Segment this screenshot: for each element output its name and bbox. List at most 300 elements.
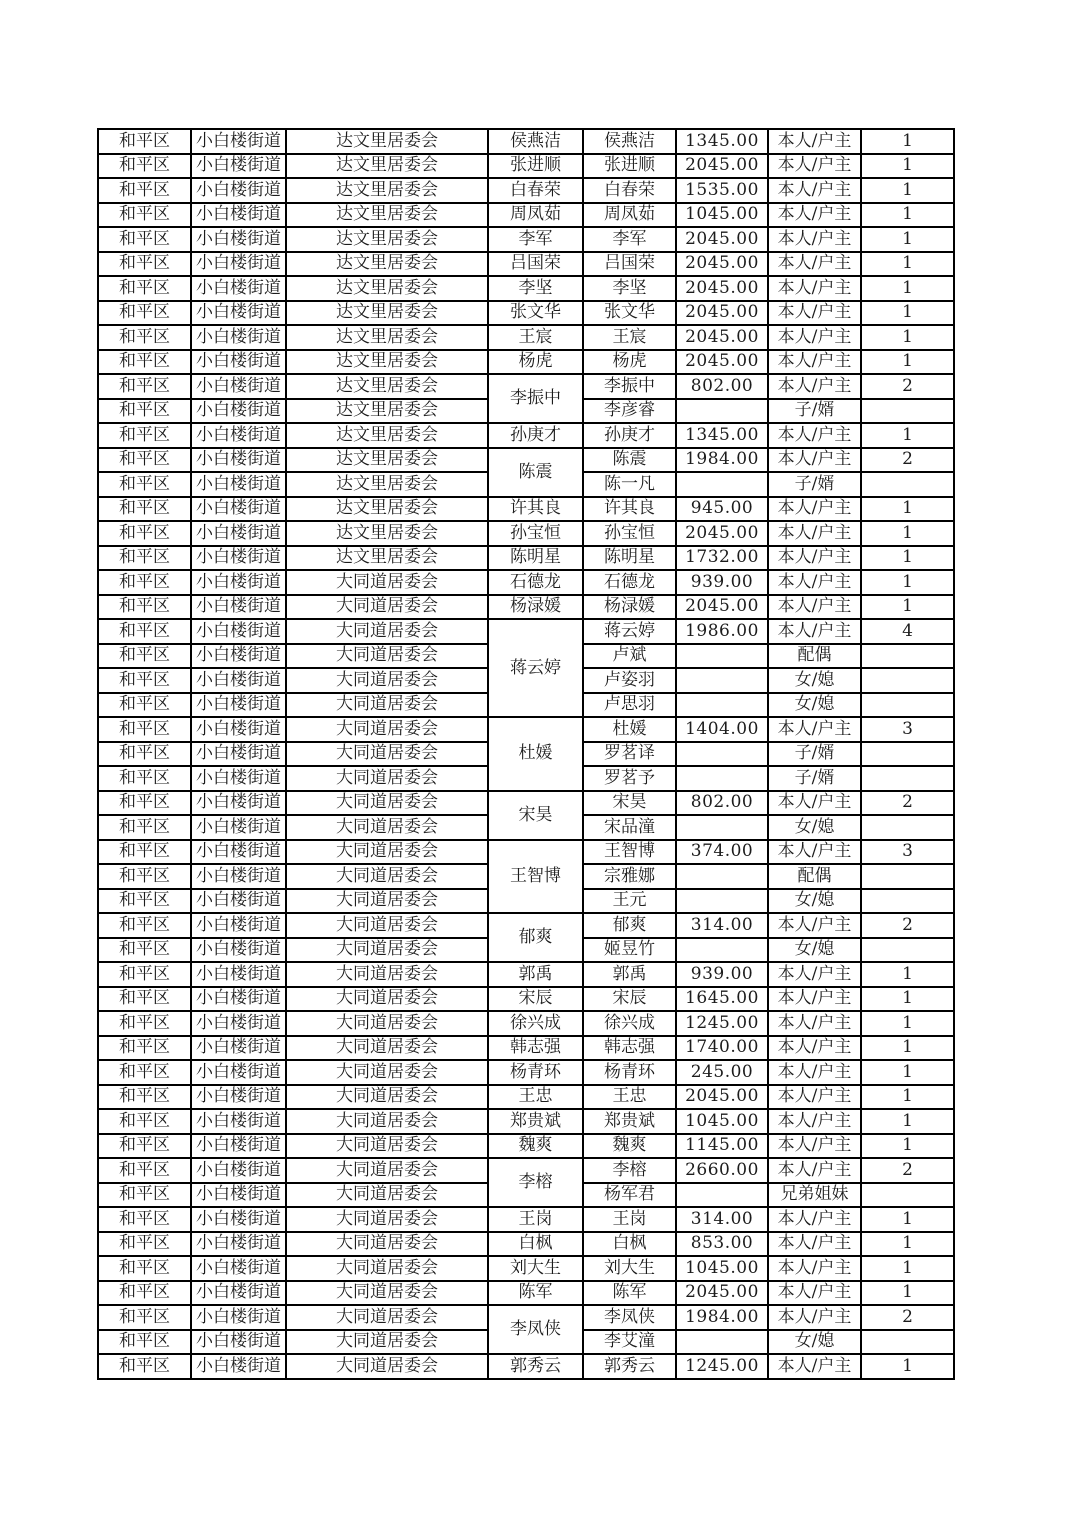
cell-amount: 2045.00 bbox=[676, 1281, 768, 1306]
cell-member-name: 陈明星 bbox=[583, 546, 676, 571]
cell-count: 1 bbox=[861, 1207, 954, 1232]
cell-amount: 2045.00 bbox=[676, 301, 768, 326]
cell-count: 1 bbox=[861, 546, 954, 571]
cell-district: 和平区 bbox=[98, 1183, 191, 1208]
cell-relation: 本人/户主 bbox=[768, 423, 861, 448]
cell-street: 小白楼街道 bbox=[191, 693, 286, 718]
cell-count: 1 bbox=[861, 350, 954, 375]
cell-amount: 945.00 bbox=[676, 497, 768, 522]
cell-count: 2 bbox=[861, 448, 954, 473]
cell-committee: 大同道居委会 bbox=[286, 1305, 488, 1330]
table-row bbox=[98, 1158, 954, 1183]
cell-amount bbox=[676, 864, 768, 889]
cell-district: 和平区 bbox=[98, 693, 191, 718]
cell-committee: 大同道居委会 bbox=[286, 1183, 488, 1208]
cell-count bbox=[861, 766, 954, 791]
cell-district: 和平区 bbox=[98, 938, 191, 963]
cell-amount bbox=[676, 742, 768, 767]
cell-member-name: 王智博 bbox=[583, 840, 676, 865]
cell-member-name: 宋品潼 bbox=[583, 815, 676, 840]
cell-household-head: 杨渌媛 bbox=[488, 595, 583, 620]
cell-count: 3 bbox=[861, 840, 954, 865]
cell-member-name: 周凤茹 bbox=[583, 203, 676, 228]
cell-relation: 本人/户主 bbox=[768, 1109, 861, 1134]
cell-street: 小白楼街道 bbox=[191, 374, 286, 399]
cell-count: 2 bbox=[861, 1305, 954, 1330]
cell-street: 小白楼街道 bbox=[191, 815, 286, 840]
table-row bbox=[98, 1134, 954, 1159]
table-row bbox=[98, 840, 954, 865]
cell-member-name: 宋昊 bbox=[583, 791, 676, 816]
cell-relation: 女/媳 bbox=[768, 938, 861, 963]
cell-household-head: 白春荣 bbox=[488, 178, 583, 203]
table-row bbox=[98, 227, 954, 252]
cell-amount: 1732.00 bbox=[676, 546, 768, 571]
cell-relation: 配偶 bbox=[768, 644, 861, 669]
table-row bbox=[98, 1109, 954, 1134]
cell-committee: 大同道居委会 bbox=[286, 791, 488, 816]
cell-relation: 本人/户主 bbox=[768, 1085, 861, 1110]
cell-district: 和平区 bbox=[98, 644, 191, 669]
cell-committee: 大同道居委会 bbox=[286, 570, 488, 595]
cell-relation: 本人/户主 bbox=[768, 203, 861, 228]
cell-district: 和平区 bbox=[98, 129, 191, 154]
cell-member-name: 魏爽 bbox=[583, 1134, 676, 1159]
table-row bbox=[98, 987, 954, 1012]
cell-district: 和平区 bbox=[98, 252, 191, 277]
cell-street: 小白楼街道 bbox=[191, 644, 286, 669]
cell-relation: 本人/户主 bbox=[768, 546, 861, 571]
cell-amount: 802.00 bbox=[676, 791, 768, 816]
cell-street: 小白楼街道 bbox=[191, 987, 286, 1012]
cell-district: 和平区 bbox=[98, 962, 191, 987]
cell-household-head: 孙宝恒 bbox=[488, 521, 583, 546]
cell-amount: 374.00 bbox=[676, 840, 768, 865]
cell-amount: 1535.00 bbox=[676, 178, 768, 203]
cell-count: 3 bbox=[861, 717, 954, 742]
cell-member-name: 罗茗译 bbox=[583, 742, 676, 767]
cell-count bbox=[861, 815, 954, 840]
cell-amount: 1045.00 bbox=[676, 1256, 768, 1281]
cell-street: 小白楼街道 bbox=[191, 1207, 286, 1232]
cell-household-head: 王宸 bbox=[488, 325, 583, 350]
cell-committee: 达文里居委会 bbox=[286, 423, 488, 448]
cell-committee: 大同道居委会 bbox=[286, 938, 488, 963]
cell-district: 和平区 bbox=[98, 1354, 191, 1379]
cell-committee: 大同道居委会 bbox=[286, 913, 488, 938]
cell-district: 和平区 bbox=[98, 766, 191, 791]
cell-street: 小白楼街道 bbox=[191, 1060, 286, 1085]
cell-count: 1 bbox=[861, 1011, 954, 1036]
cell-amount bbox=[676, 938, 768, 963]
cell-street: 小白楼街道 bbox=[191, 350, 286, 375]
cell-member-name: 徐兴成 bbox=[583, 1011, 676, 1036]
cell-street: 小白楼街道 bbox=[191, 742, 286, 767]
cell-count: 1 bbox=[861, 203, 954, 228]
cell-member-name: 陈军 bbox=[583, 1281, 676, 1306]
cell-count: 1 bbox=[861, 1134, 954, 1159]
cell-amount: 1345.00 bbox=[676, 423, 768, 448]
cell-member-name: 李榕 bbox=[583, 1158, 676, 1183]
cell-count: 1 bbox=[861, 1354, 954, 1379]
cell-relation: 本人/户主 bbox=[768, 227, 861, 252]
cell-relation: 本人/户主 bbox=[768, 448, 861, 473]
cell-district: 和平区 bbox=[98, 742, 191, 767]
cell-district: 和平区 bbox=[98, 791, 191, 816]
cell-member-name: 姬昱竹 bbox=[583, 938, 676, 963]
cell-street: 小白楼街道 bbox=[191, 1330, 286, 1355]
cell-street: 小白楼街道 bbox=[191, 766, 286, 791]
cell-relation: 配偶 bbox=[768, 864, 861, 889]
cell-household-head: 李振中 bbox=[488, 374, 583, 423]
table-row bbox=[98, 717, 954, 742]
cell-district: 和平区 bbox=[98, 472, 191, 497]
cell-committee: 大同道居委会 bbox=[286, 962, 488, 987]
cell-relation: 本人/户主 bbox=[768, 913, 861, 938]
cell-street: 小白楼街道 bbox=[191, 619, 286, 644]
cell-street: 小白楼街道 bbox=[191, 399, 286, 424]
cell-committee: 达文里居委会 bbox=[286, 276, 488, 301]
cell-count bbox=[861, 1183, 954, 1208]
cell-count: 1 bbox=[861, 497, 954, 522]
cell-committee: 大同道居委会 bbox=[286, 1011, 488, 1036]
table-row bbox=[98, 423, 954, 448]
cell-relation: 子/婿 bbox=[768, 766, 861, 791]
cell-committee: 大同道居委会 bbox=[286, 1354, 488, 1379]
cell-household-head: 吕国荣 bbox=[488, 252, 583, 277]
cell-amount: 1645.00 bbox=[676, 987, 768, 1012]
cell-amount: 2045.00 bbox=[676, 227, 768, 252]
table-row bbox=[98, 1232, 954, 1257]
cell-household-head: 刘大生 bbox=[488, 1256, 583, 1281]
cell-street: 小白楼街道 bbox=[191, 1134, 286, 1159]
cell-relation: 本人/户主 bbox=[768, 276, 861, 301]
cell-relation: 本人/户主 bbox=[768, 1134, 861, 1159]
cell-amount: 1404.00 bbox=[676, 717, 768, 742]
cell-count: 2 bbox=[861, 913, 954, 938]
cell-amount bbox=[676, 472, 768, 497]
cell-amount bbox=[676, 693, 768, 718]
cell-member-name: 张文华 bbox=[583, 301, 676, 326]
cell-member-name: 李彦睿 bbox=[583, 399, 676, 424]
cell-member-name: 陈一凡 bbox=[583, 472, 676, 497]
cell-count bbox=[861, 472, 954, 497]
table-row bbox=[98, 1354, 954, 1379]
cell-street: 小白楼街道 bbox=[191, 546, 286, 571]
cell-committee: 大同道居委会 bbox=[286, 595, 488, 620]
cell-count: 1 bbox=[861, 154, 954, 179]
cell-amount: 853.00 bbox=[676, 1232, 768, 1257]
cell-street: 小白楼街道 bbox=[191, 1256, 286, 1281]
table-row bbox=[98, 791, 954, 816]
cell-member-name: 郁爽 bbox=[583, 913, 676, 938]
cell-district: 和平区 bbox=[98, 619, 191, 644]
cell-amount: 1345.00 bbox=[676, 129, 768, 154]
cell-committee: 大同道居委会 bbox=[286, 815, 488, 840]
cell-member-name: 刘大生 bbox=[583, 1256, 676, 1281]
table-row bbox=[98, 325, 954, 350]
table-row bbox=[98, 374, 954, 399]
cell-committee: 达文里居委会 bbox=[286, 129, 488, 154]
cell-member-name: 蒋云婷 bbox=[583, 619, 676, 644]
cell-relation: 本人/户主 bbox=[768, 962, 861, 987]
cell-amount: 1245.00 bbox=[676, 1354, 768, 1379]
cell-household-head: 侯燕洁 bbox=[488, 129, 583, 154]
table-row bbox=[98, 1207, 954, 1232]
cell-household-head: 李坚 bbox=[488, 276, 583, 301]
table-row bbox=[98, 1060, 954, 1085]
cell-household-head: 白枫 bbox=[488, 1232, 583, 1257]
cell-count: 1 bbox=[861, 1036, 954, 1061]
cell-member-name: 陈震 bbox=[583, 448, 676, 473]
cell-member-name: 王元 bbox=[583, 889, 676, 914]
cell-household-head: 宋辰 bbox=[488, 987, 583, 1012]
table-row bbox=[98, 1256, 954, 1281]
cell-district: 和平区 bbox=[98, 374, 191, 399]
cell-street: 小白楼街道 bbox=[191, 717, 286, 742]
table-row bbox=[98, 178, 954, 203]
cell-count: 1 bbox=[861, 1085, 954, 1110]
cell-count: 1 bbox=[861, 1060, 954, 1085]
cell-amount: 939.00 bbox=[676, 570, 768, 595]
table-row bbox=[98, 276, 954, 301]
cell-district: 和平区 bbox=[98, 1158, 191, 1183]
table-row bbox=[98, 1036, 954, 1061]
cell-member-name: 杨青环 bbox=[583, 1060, 676, 1085]
cell-relation: 本人/户主 bbox=[768, 1158, 861, 1183]
cell-district: 和平区 bbox=[98, 717, 191, 742]
cell-committee: 达文里居委会 bbox=[286, 301, 488, 326]
cell-committee: 大同道居委会 bbox=[286, 619, 488, 644]
cell-committee: 达文里居委会 bbox=[286, 521, 488, 546]
cell-count bbox=[861, 644, 954, 669]
table-row bbox=[98, 546, 954, 571]
cell-household-head: 李榕 bbox=[488, 1158, 583, 1207]
table-row bbox=[98, 497, 954, 522]
cell-count bbox=[861, 668, 954, 693]
cell-member-name: 宗雅娜 bbox=[583, 864, 676, 889]
cell-household-head: 王忠 bbox=[488, 1085, 583, 1110]
cell-committee: 大同道居委会 bbox=[286, 1207, 488, 1232]
cell-relation: 本人/户主 bbox=[768, 570, 861, 595]
cell-count: 2 bbox=[861, 1158, 954, 1183]
cell-member-name: 孙庚才 bbox=[583, 423, 676, 448]
table-row bbox=[98, 203, 954, 228]
cell-relation: 本人/户主 bbox=[768, 1011, 861, 1036]
cell-member-name: 孙宝恒 bbox=[583, 521, 676, 546]
cell-relation: 本人/户主 bbox=[768, 1207, 861, 1232]
cell-street: 小白楼街道 bbox=[191, 1036, 286, 1061]
cell-member-name: 杨渌媛 bbox=[583, 595, 676, 620]
cell-street: 小白楼街道 bbox=[191, 252, 286, 277]
cell-committee: 大同道居委会 bbox=[286, 840, 488, 865]
cell-district: 和平区 bbox=[98, 154, 191, 179]
cell-count bbox=[861, 399, 954, 424]
cell-district: 和平区 bbox=[98, 521, 191, 546]
cell-relation: 本人/户主 bbox=[768, 350, 861, 375]
cell-committee: 达文里居委会 bbox=[286, 497, 488, 522]
cell-relation: 本人/户主 bbox=[768, 717, 861, 742]
cell-count: 1 bbox=[861, 178, 954, 203]
cell-count: 1 bbox=[861, 987, 954, 1012]
cell-member-name: 卢思羽 bbox=[583, 693, 676, 718]
cell-household-head: 李军 bbox=[488, 227, 583, 252]
cell-count: 1 bbox=[861, 595, 954, 620]
cell-street: 小白楼街道 bbox=[191, 570, 286, 595]
cell-district: 和平区 bbox=[98, 1256, 191, 1281]
cell-member-name: 石德龙 bbox=[583, 570, 676, 595]
cell-committee: 大同道居委会 bbox=[286, 668, 488, 693]
cell-count bbox=[861, 1330, 954, 1355]
cell-household-head: 许其良 bbox=[488, 497, 583, 522]
cell-district: 和平区 bbox=[98, 595, 191, 620]
cell-street: 小白楼街道 bbox=[191, 276, 286, 301]
cell-district: 和平区 bbox=[98, 1305, 191, 1330]
table-row bbox=[98, 1011, 954, 1036]
cell-committee: 大同道居委会 bbox=[286, 717, 488, 742]
cell-amount: 2045.00 bbox=[676, 521, 768, 546]
cell-street: 小白楼街道 bbox=[191, 1011, 286, 1036]
table-body bbox=[98, 129, 954, 1379]
cell-district: 和平区 bbox=[98, 889, 191, 914]
cell-amount: 2045.00 bbox=[676, 325, 768, 350]
cell-street: 小白楼街道 bbox=[191, 203, 286, 228]
cell-household-head: 徐兴成 bbox=[488, 1011, 583, 1036]
cell-amount bbox=[676, 1183, 768, 1208]
cell-street: 小白楼街道 bbox=[191, 840, 286, 865]
cell-street: 小白楼街道 bbox=[191, 1232, 286, 1257]
cell-member-name: 李坚 bbox=[583, 276, 676, 301]
cell-count: 1 bbox=[861, 962, 954, 987]
cell-member-name: 王宸 bbox=[583, 325, 676, 350]
cell-street: 小白楼街道 bbox=[191, 668, 286, 693]
cell-committee: 达文里居委会 bbox=[286, 227, 488, 252]
cell-district: 和平区 bbox=[98, 570, 191, 595]
table-row bbox=[98, 1281, 954, 1306]
cell-member-name: 杜媛 bbox=[583, 717, 676, 742]
cell-district: 和平区 bbox=[98, 350, 191, 375]
cell-street: 小白楼街道 bbox=[191, 497, 286, 522]
cell-committee: 大同道居委会 bbox=[286, 1085, 488, 1110]
cell-committee: 达文里居委会 bbox=[286, 399, 488, 424]
cell-count: 2 bbox=[861, 791, 954, 816]
cell-committee: 大同道居委会 bbox=[286, 742, 488, 767]
cell-household-head: 杨虎 bbox=[488, 350, 583, 375]
cell-relation: 本人/户主 bbox=[768, 325, 861, 350]
cell-member-name: 许其良 bbox=[583, 497, 676, 522]
cell-household-head: 张进顺 bbox=[488, 154, 583, 179]
cell-district: 和平区 bbox=[98, 203, 191, 228]
cell-count bbox=[861, 938, 954, 963]
cell-street: 小白楼街道 bbox=[191, 1158, 286, 1183]
cell-amount: 2045.00 bbox=[676, 1085, 768, 1110]
cell-street: 小白楼街道 bbox=[191, 1281, 286, 1306]
cell-amount: 1986.00 bbox=[676, 619, 768, 644]
cell-committee: 大同道居委会 bbox=[286, 1036, 488, 1061]
cell-household-head: 郁爽 bbox=[488, 913, 583, 962]
cell-district: 和平区 bbox=[98, 668, 191, 693]
cell-committee: 达文里居委会 bbox=[286, 448, 488, 473]
table-row bbox=[98, 1085, 954, 1110]
cell-household-head: 陈军 bbox=[488, 1281, 583, 1306]
cell-street: 小白楼街道 bbox=[191, 1109, 286, 1134]
cell-amount: 1245.00 bbox=[676, 1011, 768, 1036]
cell-relation: 本人/户主 bbox=[768, 1232, 861, 1257]
cell-amount: 2660.00 bbox=[676, 1158, 768, 1183]
cell-count bbox=[861, 889, 954, 914]
cell-district: 和平区 bbox=[98, 1109, 191, 1134]
cell-relation: 本人/户主 bbox=[768, 1060, 861, 1085]
cell-district: 和平区 bbox=[98, 276, 191, 301]
cell-count bbox=[861, 864, 954, 889]
cell-street: 小白楼街道 bbox=[191, 154, 286, 179]
cell-district: 和平区 bbox=[98, 325, 191, 350]
cell-household-head: 杨青环 bbox=[488, 1060, 583, 1085]
table-row bbox=[98, 129, 954, 154]
cell-relation: 本人/户主 bbox=[768, 521, 861, 546]
cell-street: 小白楼街道 bbox=[191, 1305, 286, 1330]
cell-committee: 大同道居委会 bbox=[286, 864, 488, 889]
cell-district: 和平区 bbox=[98, 913, 191, 938]
cell-household-head: 张文华 bbox=[488, 301, 583, 326]
cell-committee: 大同道居委会 bbox=[286, 1158, 488, 1183]
cell-member-name: 郭秀云 bbox=[583, 1354, 676, 1379]
cell-committee: 达文里居委会 bbox=[286, 252, 488, 277]
cell-amount: 1045.00 bbox=[676, 1109, 768, 1134]
cell-count: 1 bbox=[861, 301, 954, 326]
cell-relation: 本人/户主 bbox=[768, 1354, 861, 1379]
cell-member-name: 张进顺 bbox=[583, 154, 676, 179]
cell-member-name: 侯燕洁 bbox=[583, 129, 676, 154]
cell-relation: 本人/户主 bbox=[768, 791, 861, 816]
cell-committee: 达文里居委会 bbox=[286, 203, 488, 228]
table-row bbox=[98, 350, 954, 375]
cell-committee: 达文里居委会 bbox=[286, 350, 488, 375]
cell-committee: 大同道居委会 bbox=[286, 987, 488, 1012]
cell-committee: 大同道居委会 bbox=[286, 1330, 488, 1355]
cell-street: 小白楼街道 bbox=[191, 129, 286, 154]
cell-committee: 大同道居委会 bbox=[286, 766, 488, 791]
cell-household-head: 周凤茹 bbox=[488, 203, 583, 228]
cell-district: 和平区 bbox=[98, 815, 191, 840]
cell-district: 和平区 bbox=[98, 864, 191, 889]
cell-district: 和平区 bbox=[98, 227, 191, 252]
cell-amount bbox=[676, 668, 768, 693]
cell-count bbox=[861, 693, 954, 718]
cell-relation: 本人/户主 bbox=[768, 840, 861, 865]
cell-amount: 245.00 bbox=[676, 1060, 768, 1085]
cell-street: 小白楼街道 bbox=[191, 1085, 286, 1110]
cell-relation: 兄弟姐妹 bbox=[768, 1183, 861, 1208]
cell-count: 4 bbox=[861, 619, 954, 644]
cell-member-name: 李凤侠 bbox=[583, 1305, 676, 1330]
cell-household-head: 石德龙 bbox=[488, 570, 583, 595]
cell-amount: 2045.00 bbox=[676, 252, 768, 277]
cell-committee: 达文里居委会 bbox=[286, 325, 488, 350]
cell-district: 和平区 bbox=[98, 840, 191, 865]
cell-committee: 大同道居委会 bbox=[286, 1281, 488, 1306]
document-page bbox=[97, 128, 955, 1380]
cell-district: 和平区 bbox=[98, 448, 191, 473]
cell-household-head: 郭秀云 bbox=[488, 1354, 583, 1379]
cell-district: 和平区 bbox=[98, 1134, 191, 1159]
cell-district: 和平区 bbox=[98, 1232, 191, 1257]
cell-committee: 达文里居委会 bbox=[286, 546, 488, 571]
table-row bbox=[98, 595, 954, 620]
cell-household-head: 杜媛 bbox=[488, 717, 583, 791]
table-row bbox=[98, 962, 954, 987]
cell-count: 1 bbox=[861, 325, 954, 350]
